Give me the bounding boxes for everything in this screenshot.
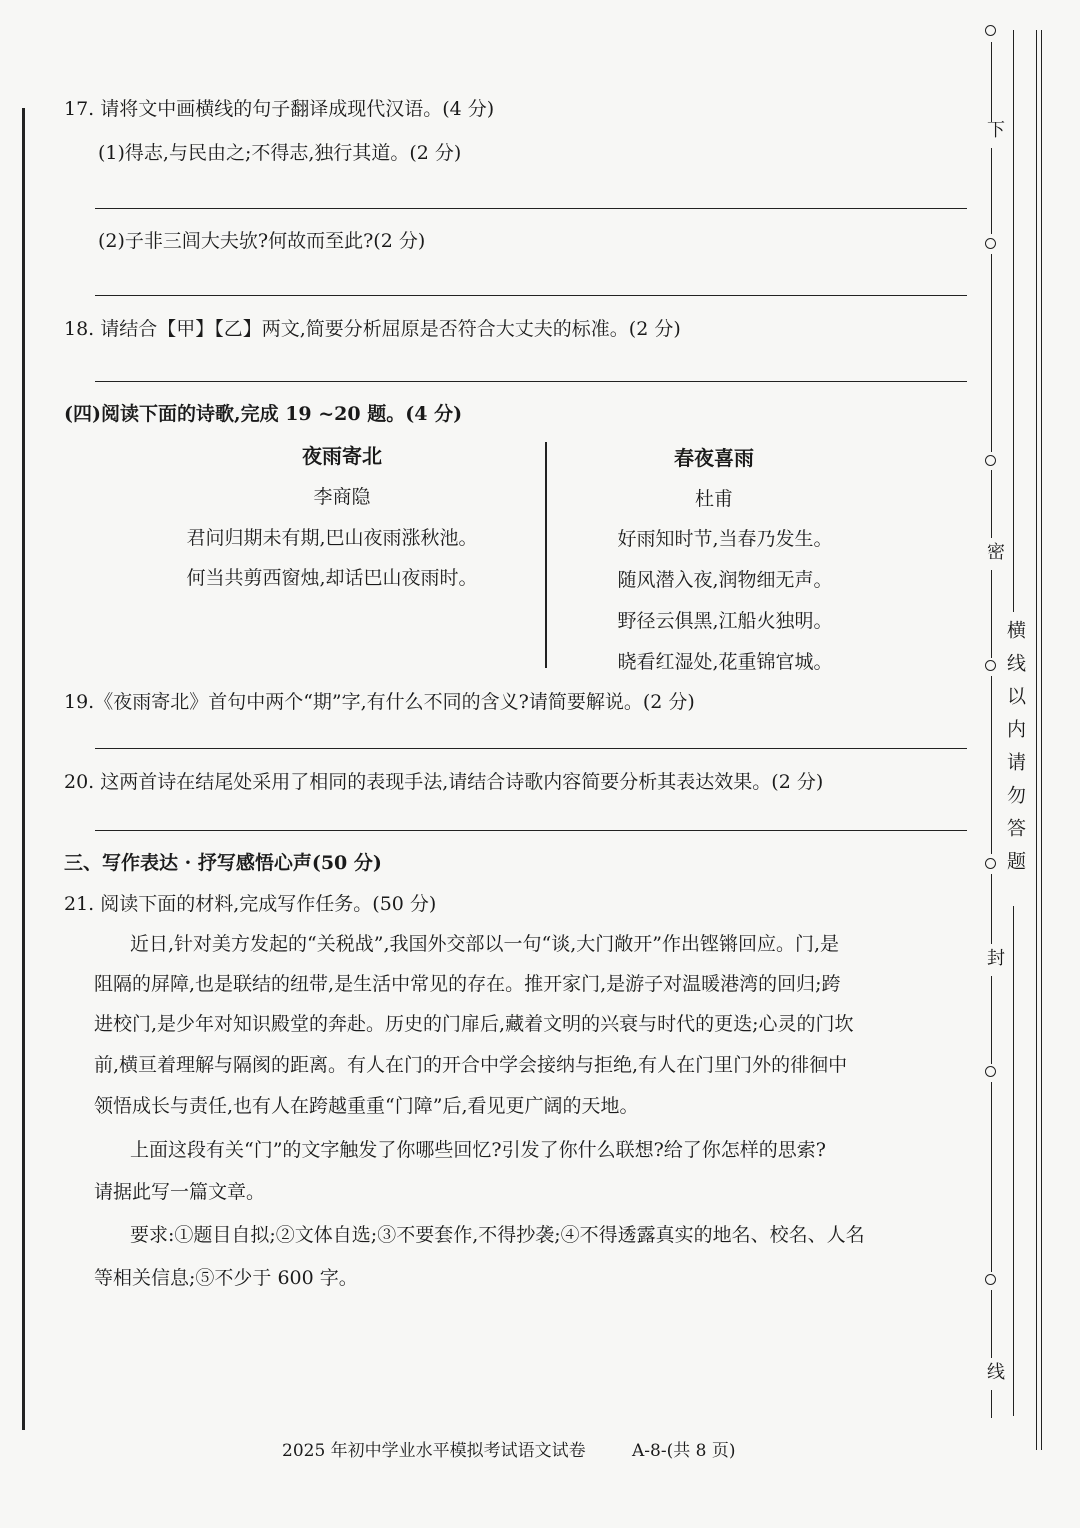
poem-right-line: 野径云俱黑,江船火独明。: [617, 610, 833, 632]
poem-right-line: 晓看红湿处,花重锦官城。: [617, 651, 833, 673]
section3-heading: 三、写作表达 · 抒写感悟心声(50 分): [64, 852, 382, 874]
seal-line: [991, 570, 992, 658]
notice-rule: [1013, 906, 1014, 1416]
q21-requirement-line: 要求:①题目自拟;②文体自选;③不要套作,不得抄袭;④不得透露真实的地名、校名、人名: [130, 1224, 865, 1246]
seal-circle: [985, 1274, 996, 1285]
q21-material-line: 阻隔的屏障,也是联结的纽带,是生活中常见的存在。推开家门,是游子对温暖港湾的回归;跨: [94, 973, 841, 995]
q17-prompt: 17. 请将文中画横线的句子翻译成现代汉语。(4 分): [64, 98, 495, 120]
page-number: A-8-(共 8 页): [632, 1441, 736, 1461]
left-margin-bar: [22, 108, 25, 1430]
seal-line: [991, 148, 992, 234]
seal-line: [991, 676, 992, 854]
poem-divider: [545, 442, 547, 668]
q21-prompt: 21. 阅读下面的材料,完成写作任务。(50 分): [64, 893, 437, 915]
seal-line: [991, 1290, 992, 1358]
section4-heading: (四)阅读下面的诗歌,完成 19 ~20 题。(4 分): [64, 403, 463, 425]
poem-left-author: 李商隐: [313, 486, 371, 508]
seal-line: [991, 42, 992, 122]
answer-line-18[interactable]: [95, 381, 967, 382]
q21-requirement-line: 等相关信息;⑤不少于 600 字。: [94, 1267, 358, 1289]
answer-line-17-1[interactable]: [95, 208, 967, 209]
q21-material-line: 领悟成长与责任,也有人在跨越重重“门障”后,看见更广阔的天地。: [94, 1095, 639, 1117]
q21-material-line: 进校门,是少年对知识殿堂的奔赴。历史的门扉后,藏着文明的兴衰与时代的更迭;心灵的门坎: [94, 1013, 854, 1035]
answer-line-20[interactable]: [95, 830, 967, 831]
notice-rule: [1013, 30, 1014, 612]
q19-prompt: 19.《夜雨寄北》首句中两个“期”字,有什么不同的含义?请简要解说。(2 分): [64, 691, 695, 713]
seal-line: [991, 254, 992, 452]
q17-sub2: (2)子非三闾大夫欤?何故而至此?(2 分): [98, 230, 426, 252]
poem-right-line: 随风潜入夜,润物细无声。: [617, 569, 833, 591]
answer-line-19[interactable]: [95, 748, 967, 749]
poem-left-line: 何当共剪西窗烛,却话巴山夜雨时。: [186, 567, 478, 589]
poem-right-line: 好雨知时节,当春乃发生。: [617, 528, 833, 550]
seal-char-feng: 封: [984, 948, 1005, 966]
q21-material-line: 近日,针对美方发起的“关税战”,我国外交部以一句“谈,大门敞开”作出铿锵回应。门,是: [130, 933, 840, 955]
seal-char-xian: 线: [984, 1362, 1005, 1380]
q21-task-line: 上面这段有关“门”的文字触发了你哪些回忆?引发了你什么联想?给了你怎样的思索?: [130, 1139, 826, 1161]
seal-circle: [985, 1066, 996, 1077]
seal-circle: [985, 25, 996, 36]
answer-line-17-2[interactable]: [95, 295, 967, 296]
q17-sub1: (1)得志,与民由之;不得志,独行其道。(2 分): [98, 142, 462, 164]
outer-rule: [1041, 30, 1042, 1450]
seal-line: [991, 1390, 992, 1418]
seal-line: [991, 470, 992, 538]
seal-circle: [985, 858, 996, 869]
exam-title: 2025 年初中学业水平模拟考试语文试卷: [282, 1441, 586, 1461]
seal-line: [991, 1082, 992, 1272]
poem-left-title: 夜雨寄北: [302, 444, 382, 468]
seal-line: [991, 874, 992, 944]
binding-notice: 横线以内请勿答题: [1004, 620, 1026, 884]
poem-left-line: 君问归期未有期,巴山夜雨涨秋池。: [186, 527, 478, 549]
seal-circle: [985, 455, 996, 466]
q21-material-line: 前,横亘着理解与隔阂的距离。有人在门的开合中学会接纳与拒绝,有人在门里门外的徘徊中: [94, 1054, 848, 1076]
poem-right-title: 春夜喜雨: [674, 446, 754, 470]
q21-task-line: 请据此写一篇文章。: [94, 1181, 266, 1203]
seal-char-xia: 下: [984, 120, 1005, 138]
poem-right-author: 杜甫: [694, 488, 733, 510]
q18-prompt: 18. 请结合【甲】【乙】两文,简要分析屈原是否符合大丈夫的标准。(2 分): [64, 318, 681, 340]
seal-line: [991, 976, 992, 1064]
q20-prompt: 20. 这两首诗在结尾处采用了相同的表现手法,请结合诗歌内容简要分析其表达效果。(2 分): [64, 771, 824, 793]
seal-circle: [985, 238, 996, 249]
outer-rule: [1036, 30, 1037, 1450]
seal-circle: [985, 660, 996, 671]
seal-char-mi: 密: [984, 542, 1005, 560]
